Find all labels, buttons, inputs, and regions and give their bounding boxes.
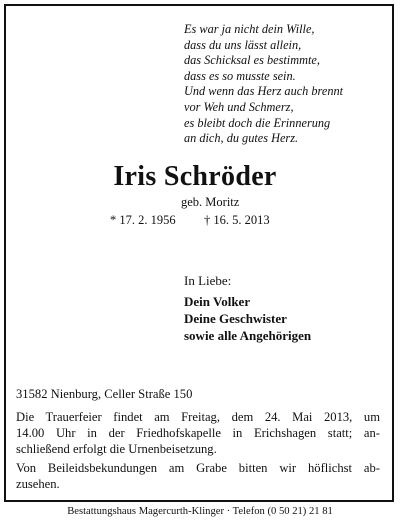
funeral-notice-line: Die Trauerfeier findet am Freitag, dem 24. Mai 2013, um: [16, 410, 380, 424]
condolence-notice: [16, 460, 380, 492]
poem-line: dass du uns lässt allein,: [184, 37, 302, 52]
poem-line: dass es so musste sein.: [184, 68, 296, 83]
deceased-name: Iris Schröder: [113, 161, 277, 192]
funeral-home-footer: Bestattungshaus Magercurth-Klinger · Telefon (0 50 21) 21 81: [67, 506, 333, 517]
birth-date: * 17. 2. 1956: [110, 213, 176, 227]
maiden-name: geb. Moritz: [181, 195, 240, 209]
poem-line: vor Weh und Schmerz,: [184, 99, 294, 114]
condolence-notice-line: Von Beileidsbekundungen am Grabe bitten wir höflichst ab-: [16, 461, 380, 475]
funeral-notice-line: schließend erfolgt die Urnenbeisetzung.: [16, 442, 217, 456]
poem-line: das Schicksal es bestimmte,: [184, 53, 320, 68]
poem-line: es bleibt doch die Erinnerung: [184, 115, 331, 130]
mourners-intro: In Liebe:: [184, 273, 232, 288]
memorial-poem: [184, 22, 388, 147]
mourners-block: [184, 272, 311, 344]
mourner-name: Deine Geschwister: [184, 311, 287, 326]
mourner-name: sowie alle Angehörigen: [184, 328, 312, 343]
poem-line: Es war ja nicht dein Wille,: [184, 22, 315, 36]
family-address: 31582 Nienburg, Celler Straße 150: [16, 387, 193, 401]
funeral-notice: [16, 409, 380, 457]
poem-line: Und wenn das Herz auch brennt: [184, 84, 344, 99]
poem-line: an dich, du gutes Herz.: [184, 131, 299, 146]
death-date: † 16. 5. 2013: [204, 213, 270, 227]
condolence-notice-line: zusehen.: [16, 477, 60, 491]
mourner-name: Dein Volker: [184, 294, 251, 309]
funeral-notice-line: 14.00 Uhr in der Friedhofskapelle in Erichshagen statt; an-: [16, 426, 380, 440]
